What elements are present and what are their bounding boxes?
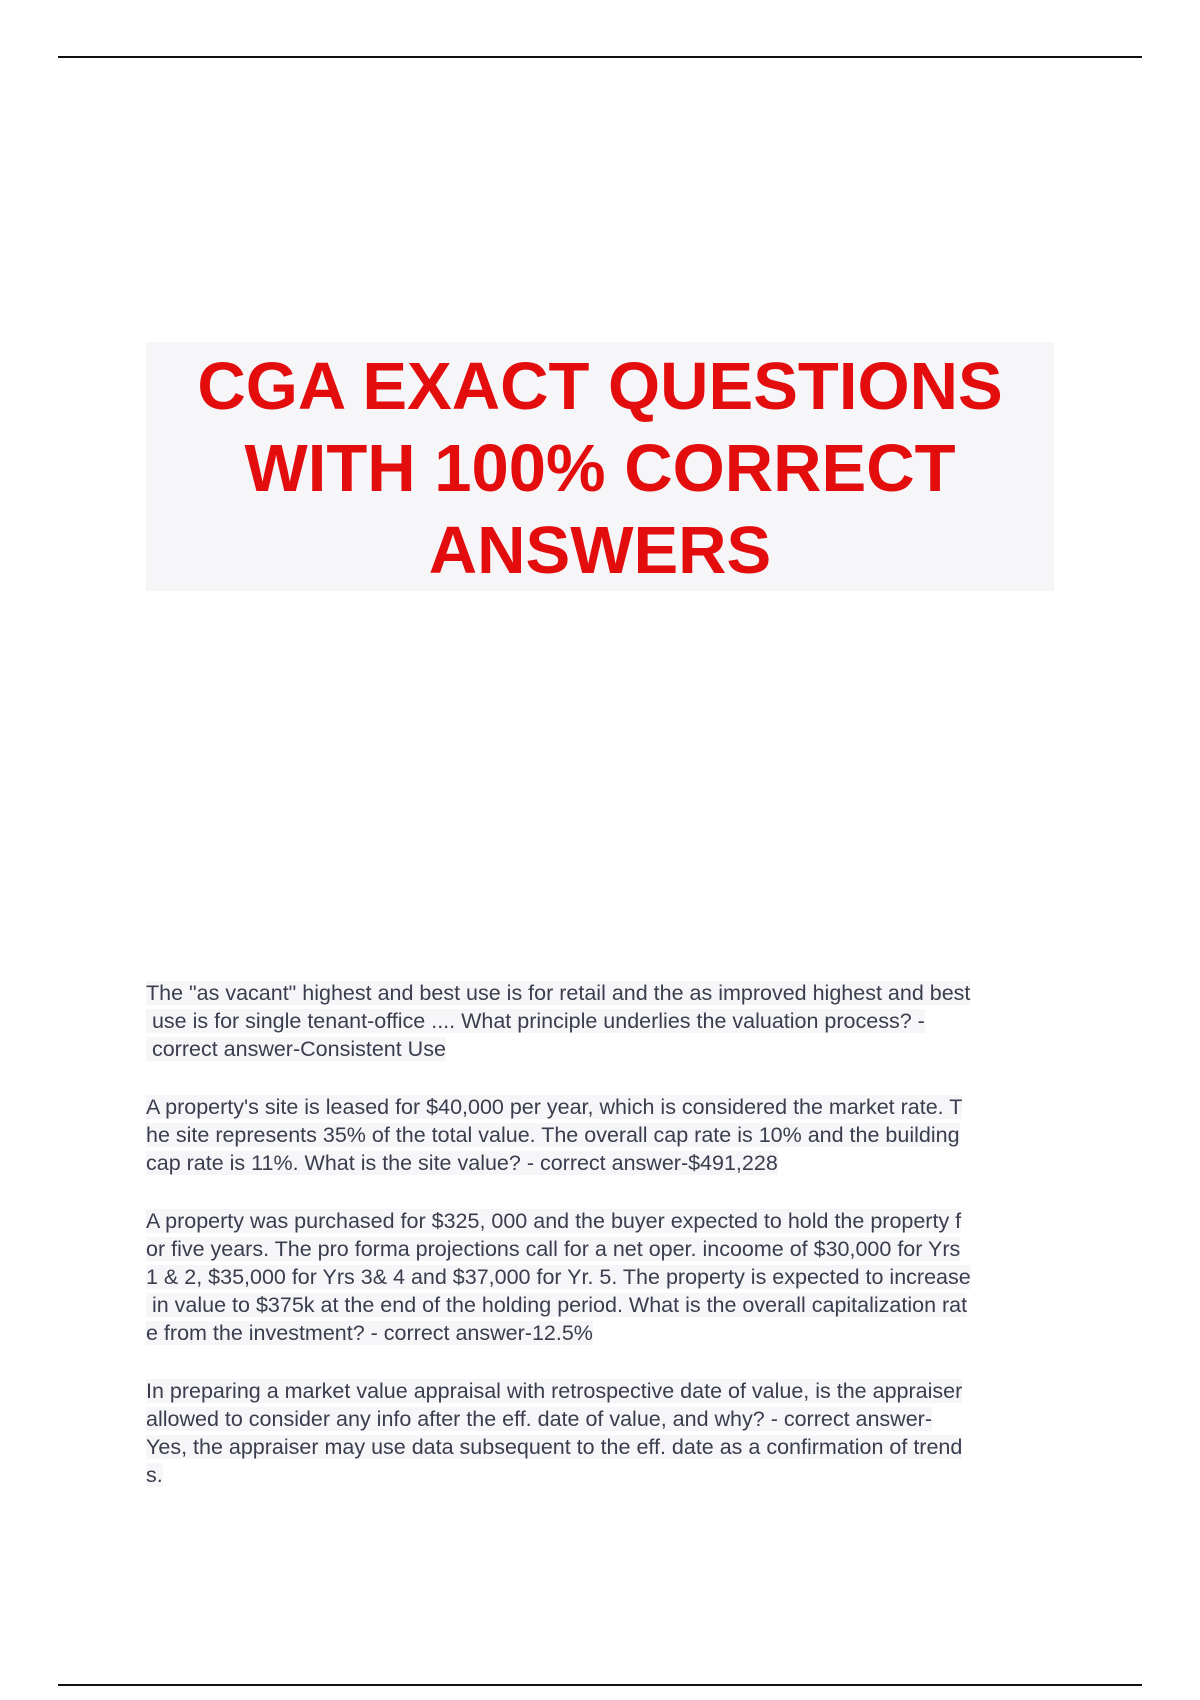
- question-text-line: he site represents 35% of the total value. The overall cap rate is 10% and the building: [146, 1123, 960, 1147]
- question-text-line: A property's site is leased for $40,000 per year, which is considered the market rate. T: [146, 1095, 963, 1119]
- question-item: [146, 1377, 1058, 1489]
- document-title: [146, 342, 1054, 592]
- question-text-line: use is for single tenant-office .... What principle underlies the valuation process? -: [146, 1009, 925, 1033]
- bottom-rule: [58, 1684, 1142, 1686]
- question-text-line: correct answer-Consistent Use: [146, 1037, 446, 1061]
- question-text-line: e from the investment? - correct answer-12.5%: [146, 1321, 593, 1345]
- question-text-line: or five years. The pro forma projections call for a net oper. incoome of $30,000 for Yrs: [146, 1237, 961, 1261]
- question-text-line: The "as vacant" highest and best use is for retail and the as improved highest and best: [146, 981, 971, 1005]
- question-item: [146, 979, 1058, 1063]
- question-text-line: A property was purchased for $325, 000 and the buyer expected to hold the property f: [146, 1209, 962, 1233]
- question-text-line: in value to $375k at the end of the holding period. What is the overall capitalization rat: [146, 1293, 968, 1317]
- question-text-line: s.: [146, 1463, 163, 1487]
- question-text-line: allowed to consider any info after the eff. date of value, and why? - correct answer-: [146, 1407, 932, 1431]
- question-item: [146, 1207, 1058, 1347]
- title-line: ANSWERS: [428, 513, 772, 588]
- question-list: [146, 979, 1058, 1519]
- question-text-line: In preparing a market value appraisal with retrospective date of value, is the appraiser: [146, 1379, 963, 1403]
- question-text-line: cap rate is 11%. What is the site value? - correct answer-$491,228: [146, 1151, 778, 1175]
- question-item: [146, 1093, 1058, 1177]
- title-banner: [146, 342, 1054, 591]
- top-rule: [58, 56, 1142, 58]
- title-line: WITH 100% CORRECT: [244, 431, 956, 506]
- title-line: CGA EXACT QUESTIONS: [197, 349, 1003, 424]
- question-text-line: 1 & 2, $35,000 for Yrs 3& 4 and $37,000 for Yr. 5. The property is expected to increase: [146, 1265, 971, 1289]
- question-text-line: Yes, the appraiser may use data subsequent to the eff. date as a confirmation of trend: [146, 1435, 963, 1459]
